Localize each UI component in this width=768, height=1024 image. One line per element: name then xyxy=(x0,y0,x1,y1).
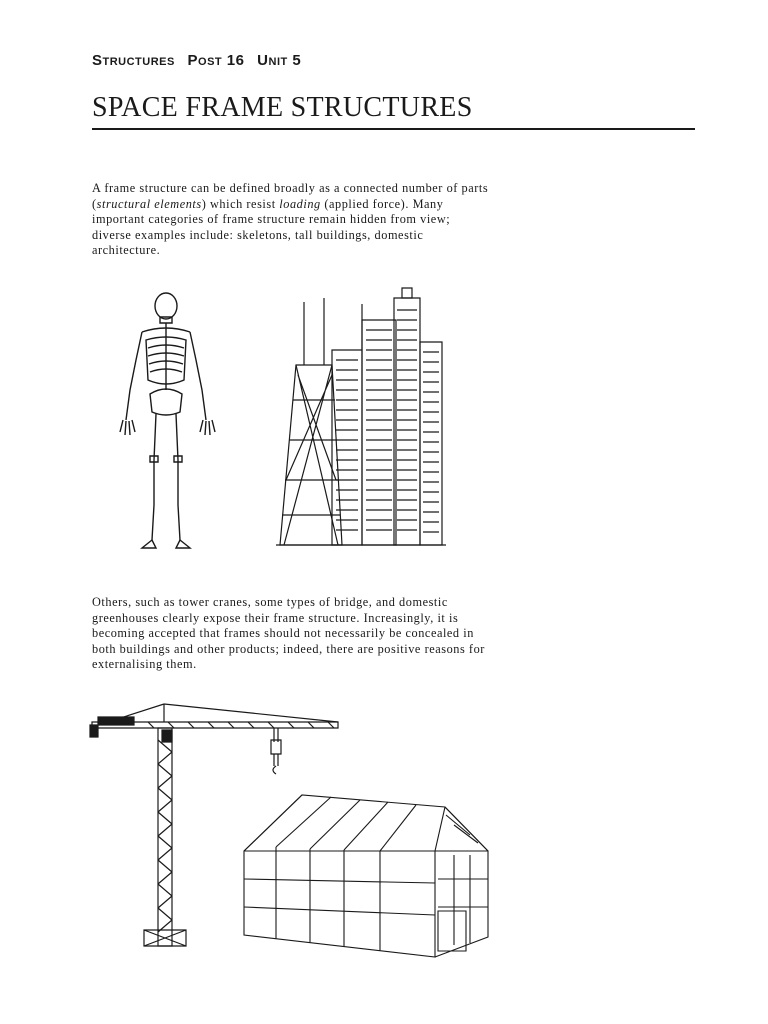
header-unit: Unit 5 xyxy=(257,52,302,69)
intro-text-c: (applied force). Many important categories of frame structure remain hidden from view; diverse examples include: skeletons, tall buildings, domestic architecture. xyxy=(92,196,451,258)
header-level: Post 16 xyxy=(187,52,245,69)
intro-text-a: A frame structure can be defined broadly as a connected number of parts ( xyxy=(92,181,489,211)
title-rule xyxy=(92,128,695,130)
term-loading: loading xyxy=(279,196,321,211)
intro-paragraph xyxy=(92,181,492,259)
page-title: SPACE FRAME STRUCTURES xyxy=(92,92,473,123)
header-subject: Structures xyxy=(92,52,175,69)
term-structural-elements: structural elements xyxy=(96,196,202,211)
skeleton-illustration xyxy=(110,290,220,552)
second-paragraph xyxy=(92,595,492,673)
intro-text-b: ) which resist xyxy=(201,196,280,211)
running-header xyxy=(92,52,309,69)
tall-buildings-illustration xyxy=(276,280,446,548)
greenhouse-illustration xyxy=(240,785,490,960)
second-paragraph-text: Others, such as tower cranes, some types of bridge, and domestic greenhouses clearly expose their frame structure. Increasingly, it is becoming accepted that frames should not necessarily be concealed in both buildings and other products; indeed, there are positive reasons for externalising them. xyxy=(92,595,485,672)
